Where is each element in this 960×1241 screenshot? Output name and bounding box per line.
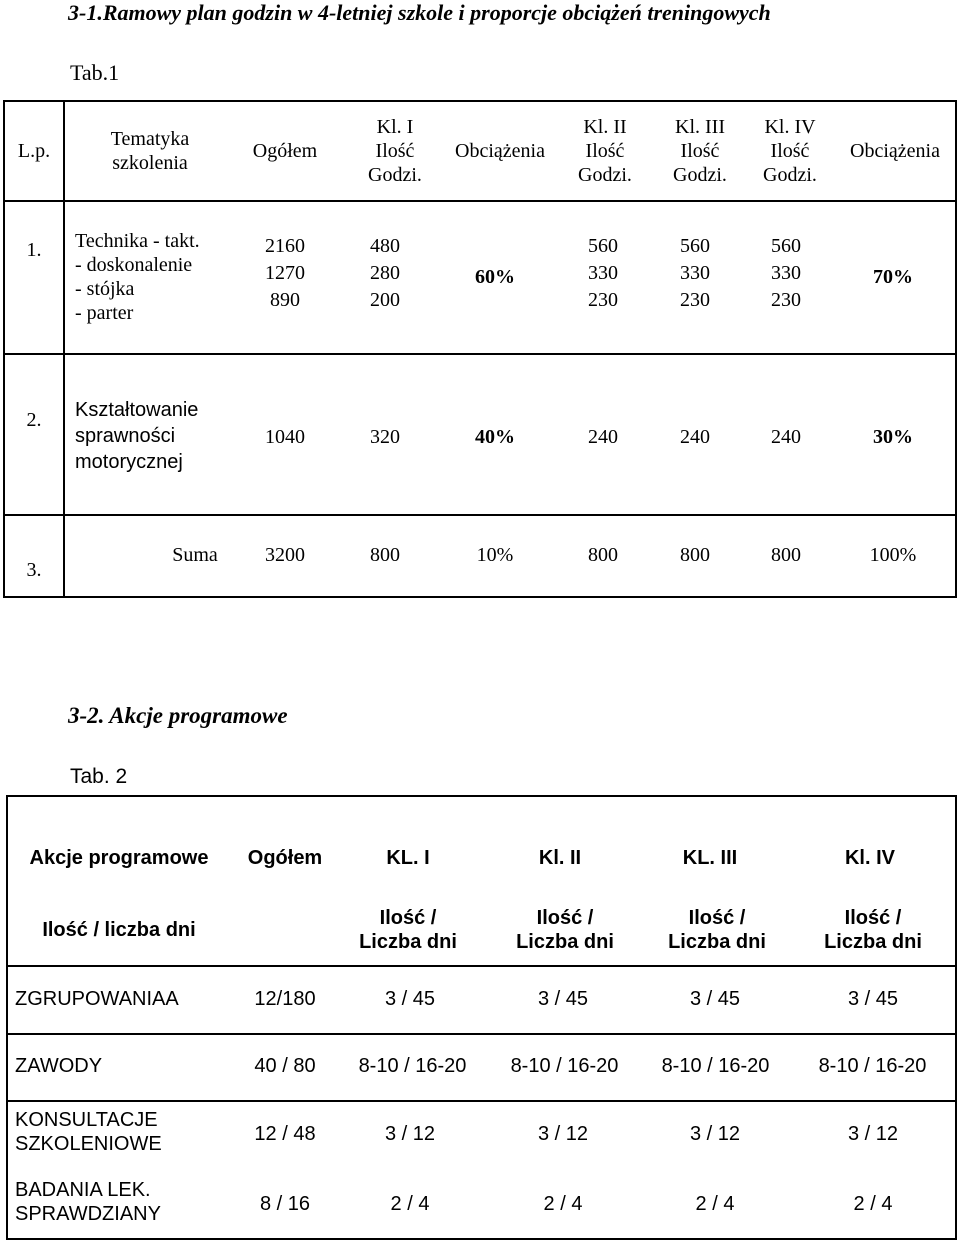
- th-kl1: Kl. I Ilość Godzi.: [368, 116, 422, 186]
- r3-ogolem: 3200: [265, 544, 305, 566]
- t2-th-kl2: Kl. II: [538, 847, 582, 869]
- th-kl2: Kl. II Ilość Godzi.: [578, 116, 632, 186]
- r3-obciazenia-1: 10%: [476, 544, 514, 566]
- t2-r1-name: ZGRUPOWANIAA: [15, 988, 179, 1010]
- r1-kl3: 560 330 230: [680, 234, 710, 311]
- r1-kl1: 480 280 200: [370, 234, 400, 311]
- t2-sub-akcje: Ilość / liczba dni: [42, 919, 196, 941]
- th-ogolem: Ogółem: [252, 140, 318, 162]
- table2-label: Tab. 2: [70, 765, 128, 788]
- r3-lp: 3.: [26, 559, 42, 581]
- t2-sub-kl3: Ilość / Liczba dni: [668, 907, 766, 953]
- r2-kl3: 240: [680, 426, 710, 448]
- t2-r3-kl4: 3 / 12: [847, 1123, 899, 1145]
- t2-r4-ogolem: 8 / 16: [259, 1193, 311, 1215]
- t2-r4-kl4: 2 / 4: [853, 1193, 893, 1215]
- r3-kl2: 800: [588, 544, 618, 566]
- t2-r4-name: BADANIA LEK. SPRAWDZIANY: [15, 1179, 161, 1225]
- t2-r3-ogolem: 12 / 48: [254, 1123, 316, 1145]
- t2-r3-kl1: 3 / 12: [384, 1123, 436, 1145]
- t2-th-ogolem: Ogółem: [247, 847, 323, 869]
- section2-title: 3-2. Akcje programowe: [68, 703, 288, 728]
- t2-r3-kl2: 3 / 12: [537, 1123, 589, 1145]
- r1-lp: 1.: [26, 238, 42, 261]
- t2-th-kl4: Kl. IV: [844, 847, 895, 869]
- r2-tematyka: Kształtowanie sprawności motorycznej: [75, 399, 199, 473]
- r1-obciazenia-1: 60%: [475, 266, 515, 288]
- t2-sub-kl1: Ilość / Liczba dni: [359, 907, 457, 953]
- t2-r2-kl4: 8-10 / 16-20: [818, 1055, 927, 1077]
- r2-kl4: 240: [771, 426, 801, 448]
- th-kl3: Kl. III Ilość Godzi.: [673, 116, 727, 186]
- r1-kl4: 560 330 230: [771, 234, 801, 311]
- t2-r3-kl3: 3 / 12: [689, 1123, 741, 1145]
- t2-r2-kl2: 8-10 / 16-20: [510, 1055, 619, 1077]
- t2-sub-kl4: Ilość / Liczba dni: [824, 907, 922, 953]
- t2-r1-ogolem: 12/180: [254, 988, 316, 1010]
- r2-obciazenia-1: 40%: [475, 426, 515, 448]
- th-kl4: Kl. IV Ilość Godzi.: [763, 116, 817, 186]
- table1-label: Tab.1: [70, 60, 120, 85]
- t2-sub-kl2: Ilość / Liczba dni: [516, 907, 614, 953]
- th-tematyka: Tematyka szkolenia: [110, 128, 190, 174]
- t2-th-kl3: KL. III: [682, 847, 738, 869]
- t2-r1-kl4: 3 / 45: [847, 988, 899, 1010]
- t2-r1-kl1: 3 / 45: [384, 988, 436, 1010]
- r3-kl4: 800: [771, 544, 801, 566]
- r1-tematyka: Technika - takt. - doskonalenie - stójka - parter: [75, 230, 200, 324]
- r2-kl2: 240: [588, 426, 618, 448]
- r2-kl1: 320: [370, 426, 400, 448]
- r3-obciazenia-2: 100%: [869, 544, 917, 566]
- t2-r1-kl3: 3 / 45: [689, 988, 741, 1010]
- t2-th-kl1: KL. I: [386, 847, 430, 869]
- section1-title: 3-1.Ramowy plan godzin w 4-letniej szkole i proporcje obciążeń treningowych: [68, 0, 771, 25]
- t2-r4-kl2: 2 / 4: [543, 1193, 583, 1215]
- t2-th-akcje: Akcje programowe: [29, 847, 209, 869]
- t2-r2-name: ZAWODY: [15, 1055, 103, 1077]
- t2-r4-kl3: 2 / 4: [695, 1193, 735, 1215]
- t2-r4-kl1: 2 / 4: [390, 1193, 430, 1215]
- r1-kl2: 560 330 230: [588, 234, 618, 311]
- t2-r3-name: KONSULTACJE SZKOLENIOWE: [15, 1109, 162, 1155]
- th-obciazenia-1: Obciążenia: [455, 140, 545, 162]
- r2-lp: 2.: [26, 409, 42, 431]
- th-obciazenia-2: Obciążenia: [850, 140, 940, 162]
- r1-obciazenia-2: 70%: [873, 266, 913, 288]
- r3-kl3: 800: [680, 544, 710, 566]
- t2-r2-kl3: 8-10 / 16-20: [661, 1055, 770, 1077]
- r3-kl1: 800: [370, 544, 400, 566]
- th-lp: L.p.: [17, 140, 51, 162]
- t2-r2-ogolem: 40 / 80: [254, 1055, 316, 1077]
- r2-ogolem: 1040: [265, 426, 305, 448]
- t2-r2-kl1: 8-10 / 16-20: [358, 1055, 467, 1077]
- r3-tematyka: Suma: [172, 544, 218, 566]
- t2-r1-kl2: 3 / 45: [537, 988, 589, 1010]
- r1-ogolem: 2160 1270 890: [265, 234, 305, 311]
- r2-obciazenia-2: 30%: [873, 426, 913, 448]
